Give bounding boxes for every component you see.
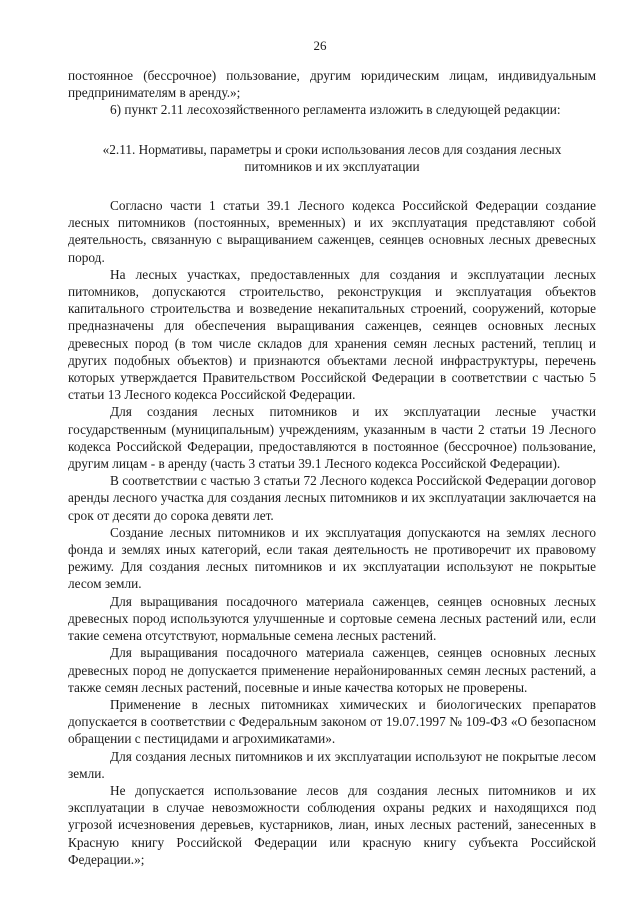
paragraph: Создание лесных питомников и их эксплуатация допускаются на землях лесного фонда и землях иных категорий, если такая деятельность не противоречит их правовому режиму. Для создания лесных питомников и их эксплуатации используют не покрытые лесом земли.	[68, 524, 596, 592]
paragraph: Применение в лесных питомниках химических и биологических препаратов допускается в соответствии с Федеральным законом от 19.07.1997 № 109-ФЗ «О безопасном обращении с пестицидами и агрохимикатами».	[68, 696, 596, 747]
paragraph: Не допускается использование лесов для создания лесных питомников и их эксплуатации в случае невозможности соблюдения охраны редких и находящихся под угрозой исчезновения деревьев, кустарников, лиан, иных лесных растений, занесенных в Красную книгу Российской Федерации или красную книгу субъекта Российской Федерации.»;	[68, 782, 596, 867]
paragraph: Для выращивания посадочного материала саженцев, сеянцев основных лесных древесных пород используются улучшенные и сортовые семена лесных растений или, если такие семена отсутствуют, нормальные семена лесных растений.	[68, 593, 596, 644]
paragraph: Для создания лесных питомников и их эксплуатации используют не покрытые лесом земли.	[68, 748, 596, 781]
paragraph-item-6: 6) пункт 2.11 лесохозяйственного регламента изложить в следующей редакции:	[110, 102, 561, 118]
paragraph-continuation: постоянное (бессрочное) пользование, другим юридическим лицам, индивидуальным предпринимателям в аренду.»;	[68, 68, 596, 101]
paragraph: На лесных участках, предоставленных для создания и эксплуатации лесных питомников, допускаются строительство, реконструкция и эксплуатация объектов капитального строительства и возведение некапитальных строений, сооружений, которые предназначены для обеспечения выращивания саженцев, сеянцев основных лесных древесных пород (в том числе складов для хранения семян лесных растений, теплиц и других подобных объектов) и признаются объектами лесной инфраструктуры, перечень которых утверждается Правительством Российской Федерации в соответствии с частью 5 статьи 13 Лесного кодекса Российской Федерации.	[68, 266, 596, 403]
paragraph: Для выращивания посадочного материала саженцев, сеянцев основных лесных древесных пород не допускается применение нерайонированных семян лесных растений, а также семян лесных растений, посевные и иные качества которых не проверены.	[68, 645, 596, 695]
document-body	[68, 67, 596, 868]
paragraph: В соответствии с частью 3 статьи 72 Лесного кодекса Российской Федерации договор аренды лесного участка для создания лесных питомников и их эксплуатации заключается на срок от десяти до сорока девяти лет.	[68, 473, 596, 523]
paragraph: Для создания лесных питомников и их эксплуатации лесные участки государственным (муниципальным) учреждениям, указанным в части 2 статьи 19 Лесного кодекса Российской Федерации, предоставляются в постоянное (бессрочное) пользование, другим лицам - в аренду (часть 3 статьи 39.1 Лесного кодекса Российской Федерации).	[68, 404, 596, 472]
page-number: 26	[313, 38, 327, 53]
section-heading: «2.11. Нормативы, параметры и сроки использования лесов для создания лесных питомников и их эксплуатации	[102, 141, 562, 174]
paragraph: Согласно части 1 статьи 39.1 Лесного кодекса Российской Федерации создание лесных питомников (постоянных, временных) и их эксплуатация представляют собой деятельность, связанную с выращиванием саженцев, сеянцев основных лесных древесных пород.	[68, 198, 596, 265]
